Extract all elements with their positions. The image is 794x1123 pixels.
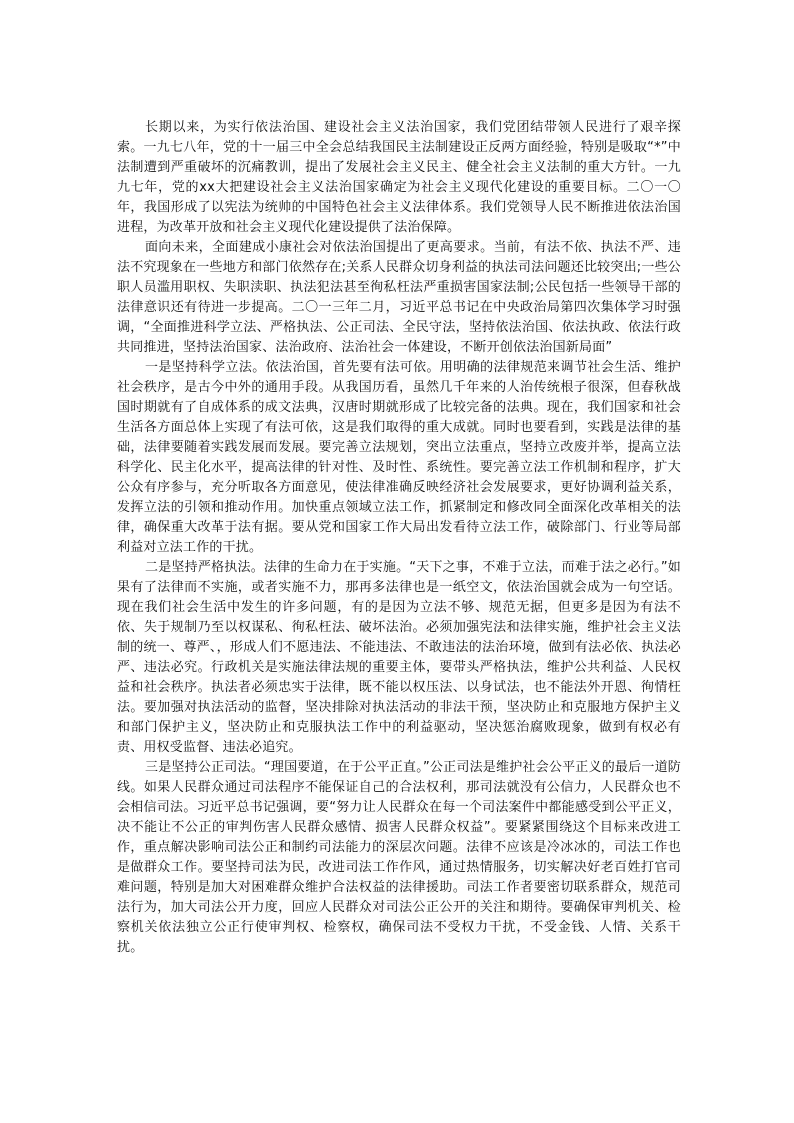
paragraph-legislation: 一是坚持科学立法。依法治国，首先要有法可依。用明确的法律规范来调节社会生活、维护社会秩序，是古今中外的通用手段。从我国历看，虽然几千年来的人治传统根子很深，但春秋战国时期就有了自成体系的成文法典，汉唐时期就形成了比较完备的法典。现在，我们国家和社会生活各方面总体上实现了有法可依，这是我们取得的重大成就。同时也要看到，实践是法律的基础，法律要随着实践发展而发展。要完善立法规划，突出立法重点，坚持立改废并举，提高立法科学化、民主化水平，提高法律的针对性、及时性、系统性。要完善立法工作机制和程序，扩大公众有序参与，充分听取各方面意见，使法律准确反映经济社会发展要求，更好协调利益关系，发挥立法的引领和推动作用。加快重点领域立法工作，抓紧制定和修改同全面深化改革相关的法律，确保重大改革于法有据。要从党和国家工作大局出发看待立法工作，破除部门、行业等局部利益对立法工作的干扰。 xyxy=(117,360,681,555)
paragraph-history: 长期以来，为实行依法治国、建设社会主义法治国家，我们党团结带领人民进行了艰辛探索。一九七八年，党的十一届三中全会总结我国民主法制建设正反两方面经验，特别是吸取“*”中法制遭到严重破坏的沉痛教训，提出了发展社会主义民主、健全社会主义法制的重大方针。一九九七年，党的xx大把建设社会主义法治国家确定为社会主义现代化建设的重要目标。二〇一〇年，我国形成了以宪法为统帅的中国特色社会主义法律体系。我们党领导人民不断推进依法治国进程，为改革开放和社会主义现代化建设提供了法治保障。 xyxy=(117,120,681,235)
paragraph-future: 面向未来，全面建成小康社会对依法治国提出了更高要求。当前，有法不依、执法不严、违法不究现象在一些地方和部门依然存在;关系人民群众切身利益的执法司法问题还比较突出;一些公职人员滥用职权、失职渎职、执法犯法甚至徇私枉法严重损害国家法制;公民包括一些领导干部的法律意识还有待进一步提高。二〇一三年二月，习近平总书记在中央政治局第四次集体学习时强调，“全面推进科学立法、严格执法、公正司法、全民守法，坚持依法治国、依法执政、依法行政共同推进，坚持法治国家、法治政府、法治社会一体建设，不断开创依法治国新局面” xyxy=(117,240,681,355)
paragraph-enforcement: 二是坚持严格执法。法律的生命力在于实施。“天下之事，不难于立法，而难于法之必行。”如果有了法律而不实施，或者实施不力，那再多法律也是一纸空文，依法治国就会成为一句空话。现在我们社会生活中发生的许多问题，有的是因为立法不够、规范无据，但更多是因为有法不依、失于规制乃至以权谋私、徇私枉法、破坏法治。必须加强宪法和法律实施，维护社会主义法制的统一、尊严、，形成人们不愿违法、不能违法、不敢违法的法治环境，做到有法必依、执法必严、违法必究。行政机关是实施法律法规的重要主体，要带头严格执法，维护公共利益、人民权益和社会秩序。执法者必须忠实于法律，既不能以权压法、以身试法，也不能法外开恩、徇情枉法。要加强对执法活动的监督，坚决排除对执法活动的非法干预，坚决防止和克服地方保护主义和部门保护主义，坚决防止和克服执法工作中的利益驱动，坚决惩治腐败现象，做到有权必有责、用权受监督、违法必追究。 xyxy=(117,560,681,755)
paragraph-justice: 三是坚持公正司法。“理国要道，在于公平正直。”公正司法是维护社会公平正义的最后一道防线。如果人民群众通过司法程序不能保证自己的合法权利，那司法就没有公信力，人民群众也不会相信司法。习近平总书记强调，要“努力让人民群众在每一个司法案件中都能感受到公平正义，决不能让不公正的审判伤害人民群众感情、损害人民群众权益”。要紧紧围绕这个目标来改进工作，重点解决影响司法公正和制约司法能力的深层次问题。法律不应该是冷冰冰的，司法工作也是做群众工作。要坚持司法为民，改进司法工作作风，通过热情服务，切实解决好老百姓打官司难问题，特别是加大对困难群众维护合法权益的法律援助。司法工作者要密切联系群众，规范司法行为，加大司法公开力度，回应人民群众对司法公正公开的关注和期待。要确保审判机关、检察机关依法独立公正行使审判权、检察权，确保司法不受权力干扰，不受金钱、人情、关系干扰。 xyxy=(117,760,681,955)
document-page xyxy=(117,118,681,958)
